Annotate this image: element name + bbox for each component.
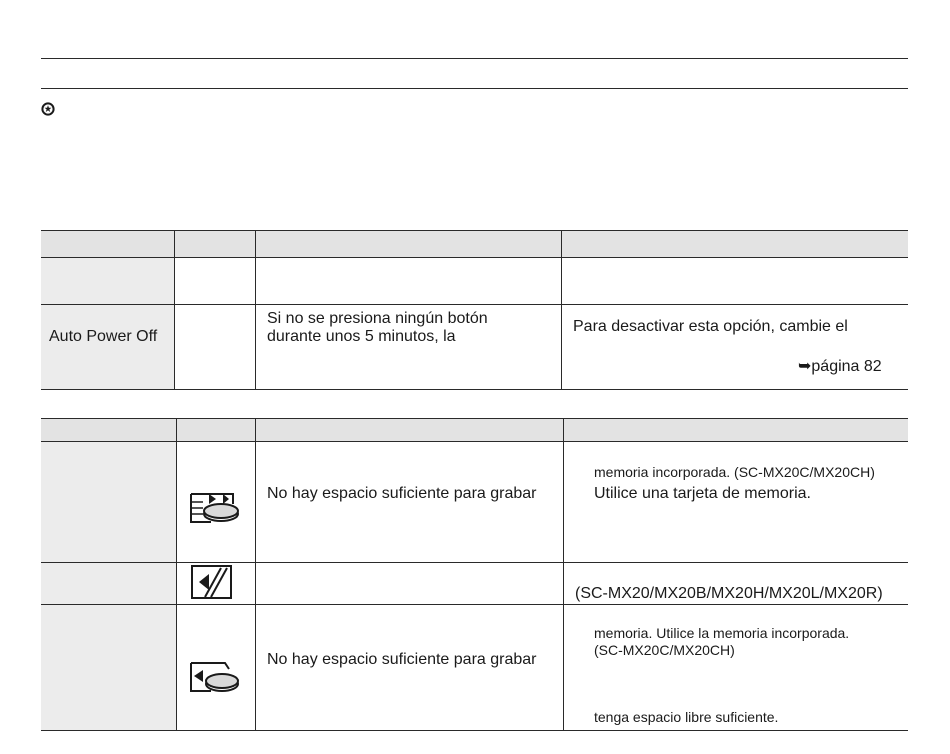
header-rule-bottom: [41, 88, 908, 89]
table-power: [41, 230, 908, 390]
table-row-card-full: [41, 605, 908, 731]
column-divider: [255, 418, 256, 731]
table-header-row: [41, 230, 908, 258]
table-row-card-protect: [41, 563, 908, 605]
table-storage: [41, 418, 908, 731]
column-divider: [255, 230, 256, 390]
card-full-action-line1: memoria. Utilice la memoria incorporada.: [594, 625, 850, 641]
memory-full-icon: [189, 490, 241, 526]
auto-power-off-message-line2: durante unos 5 minutos, la: [267, 328, 456, 345]
row-label-cell: [41, 258, 174, 304]
table-header-row: [41, 418, 908, 442]
row-label-cell: [41, 305, 174, 389]
card-full-action-line3: tenga espacio libre suficiente.: [594, 709, 779, 725]
card-protect-icon: [191, 565, 233, 599]
card-protect-action: (SC-MX20/MX20B/MX20H/MX20L/MX20R): [575, 585, 883, 602]
column-divider: [563, 418, 564, 731]
column-divider: [561, 230, 562, 390]
header-rule-top: [41, 58, 908, 59]
table-row: [41, 258, 908, 305]
column-divider: [176, 418, 177, 731]
card-full-icon: [189, 661, 241, 695]
card-full-action-line2: (SC-MX20C/MX20CH): [594, 642, 735, 658]
memory-full-action-line2: Utilice una tarjeta de memoria.: [594, 485, 811, 502]
auto-power-off-label: Auto Power Off: [49, 328, 158, 345]
memory-full-message: No hay espacio suficiente para grabar: [267, 485, 537, 502]
table-row-memory-full: [41, 442, 908, 563]
row-label-cell: [41, 563, 176, 604]
row-label-cell: [41, 442, 176, 562]
row-label-cell: [41, 605, 176, 730]
table-row-auto-power-off: [41, 305, 908, 390]
column-divider: [174, 230, 175, 390]
page-ref-text: página 82: [811, 358, 882, 375]
arrow-right-icon: ➥: [798, 358, 812, 375]
auto-power-off-action-line1: Para desactivar esta opción, cambie el: [573, 318, 848, 335]
card-full-message: No hay espacio suficiente para grabar: [267, 651, 537, 668]
star-circle-icon: [41, 102, 55, 116]
page-ref-link[interactable]: [798, 357, 882, 376]
memory-full-action-line1: memoria incorporada. (SC-MX20C/MX20CH): [594, 464, 875, 480]
auto-power-off-message-line1: Si no se presiona ningún botón: [267, 310, 488, 327]
